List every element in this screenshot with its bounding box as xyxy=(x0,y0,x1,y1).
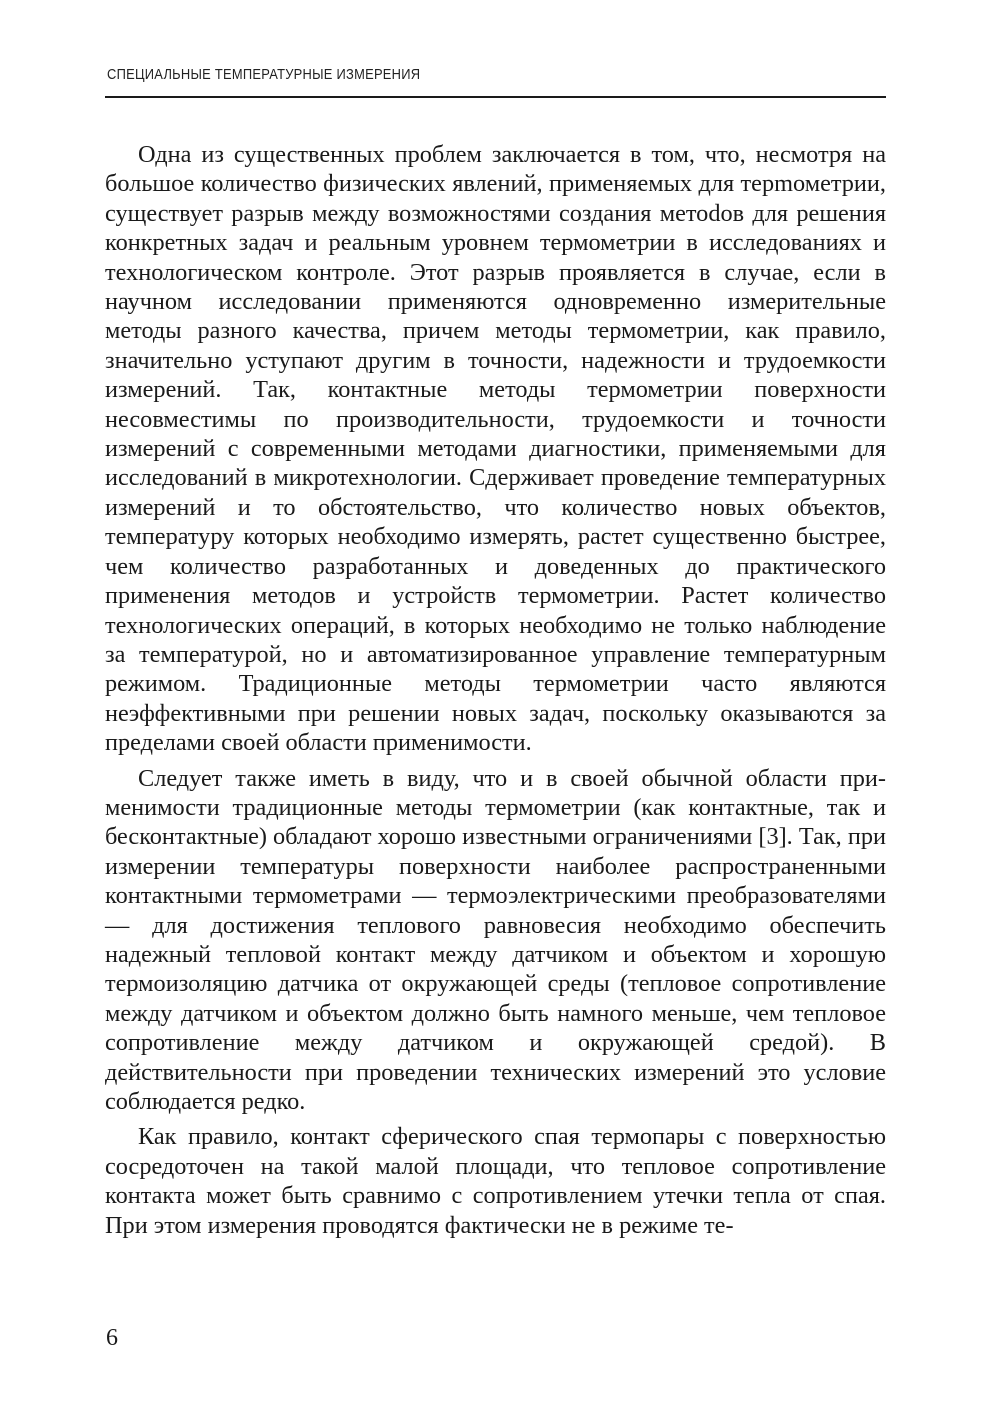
page-number: 6 xyxy=(106,1325,118,1351)
body-text xyxy=(105,140,886,1240)
running-head: СПЕЦИАЛЬНЫЕ ТЕМПЕРАТУРНЫЕ ИЗМЕРЕНИЯ xyxy=(107,66,421,83)
header-rule xyxy=(105,96,886,98)
paragraph-3: Как правило, контакт сферического спая термопары с поверхностью сосредоточен на такой малой площади, что тепловое сопротивление контакта может быть сравнимо с сопротивлением утечки тепла от спая. При этом измерения проводятся фактически не в режиме те- xyxy=(105,1123,886,1239)
paragraph-2: Следует также иметь в виду, что и в своей обычной области применимости традиционные методы термометрии (как контактные, так и бесконтактные) обладают хорошо известными ограничениями [3]. Так, при измерении температуры поверхности наиболее распространенными контактными термометрами — термоэлектрическими преобразователями — для достижения теплового равновесия необходимо обеспечить надежный тепловой контакт между датчиком и объектом и хорошую термоизоляцию датчика от окружающей среды (тепловое сопротивление между датчиком и объектом должно быть намного меньше, чем тепловое сопротивление между датчиком и окружающей средой). В действительности при проведении технических измерений это условие соблюдается редко. xyxy=(105,764,886,1115)
paragraph-1: Одна из существенных проблем заключается в том, что, несмотря на большое количество физических явлений, применяемых для терmометрии, существует разрыв между возможностями создания метоdов для решения конкретных задач и реальным уровнем термометрии в исследованиях и технологическом контроле. Этот разрыв проявляется в случае, если в научном исследовании применяются одновременно измерительные методы разного качества, причем методы термометрии, как правило, значительно уступают другим в точности, надежности и трудоемкости измерений. Так, контактные методы термометрии поверхности несовместимы по производительности, трудоемкости и точности измерений с современными методами диагностики, применяемыми для исследований в микротехнологии. Сдерживает проведение температурных измерений и то обстоятельство, что количество новых объектов, температуру которых необходимо измерять, растет существенно быстрее, чем количество разработанных и доведенных до практического применения методов и устройств термометрии. Растет количество технологических операций, в которых необходимо не только наблюдение за температурой, но и автоматизированное управление температурным режимом. Традиционные методы термометрии часто являются неэффективными при решении новых задач, поскольку оказываются за пределами своей области применимости. xyxy=(105,141,886,757)
